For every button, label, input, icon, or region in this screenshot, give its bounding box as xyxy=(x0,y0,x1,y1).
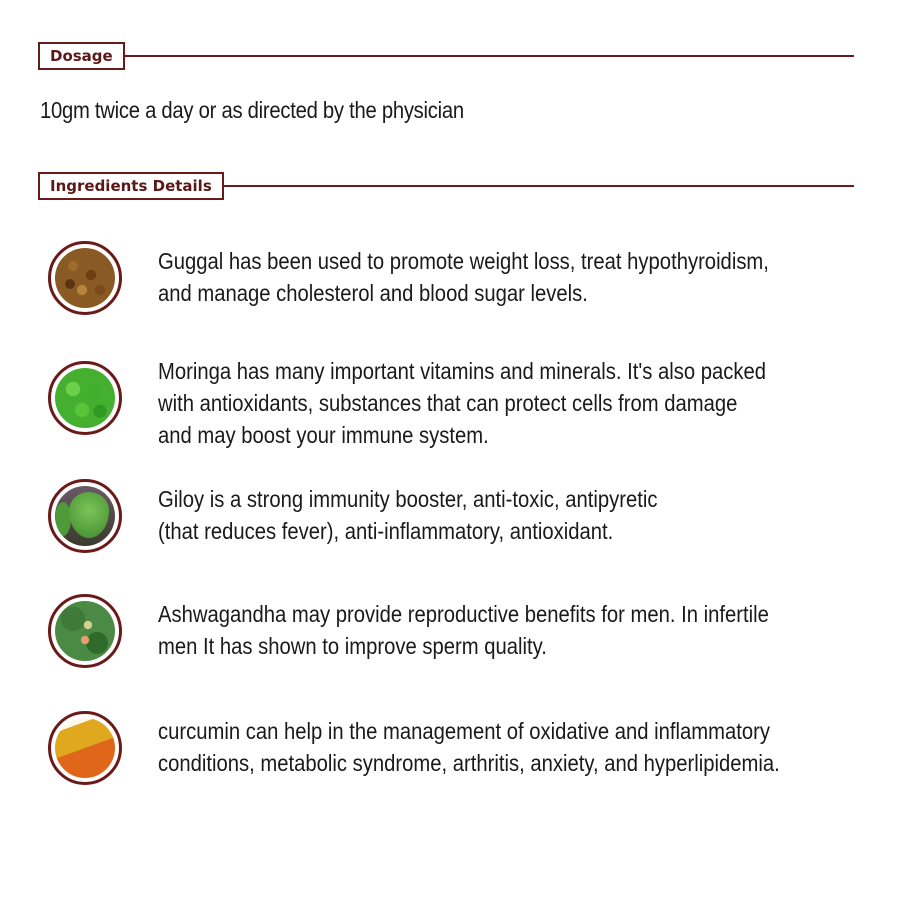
turmeric-icon xyxy=(48,711,122,785)
description-line: Guggal has been used to promote weight loss, treat hypothyroidism, xyxy=(158,248,769,274)
description-line: conditions, metabolic syndrome, arthritis, anxiety, and hyperlipidemia. xyxy=(158,750,780,776)
description-line: Giloy is a strong immunity booster, anti-toxic, antipyretic xyxy=(158,486,658,512)
description-line: curcumin can help in the management of oxidative and inflammatory xyxy=(158,718,771,744)
description-line: men It has shown to improve sperm quality. xyxy=(158,633,547,659)
ingredient-description xyxy=(158,245,769,309)
ingredient-description xyxy=(158,715,780,779)
ingredient-description xyxy=(158,355,766,451)
ingredient-description xyxy=(158,598,769,662)
giloy-leaf-icon xyxy=(48,479,122,553)
ingredients-section-header xyxy=(38,172,854,200)
moringa-leaves-icon xyxy=(48,361,122,435)
description-line: and may boost your immune system. xyxy=(158,422,489,448)
ashwagandha-plant-icon xyxy=(48,594,122,668)
description-line: with antioxidants, substances that can protect cells from damage xyxy=(158,390,738,416)
dosage-heading: Dosage xyxy=(38,42,125,70)
dosage-text: 10gm twice a day or as directed by the physician xyxy=(40,97,464,123)
ingredient-description xyxy=(158,483,657,547)
description-line: Ashwagandha may provide reproductive benefits for men. In infertile xyxy=(158,601,769,627)
description-line: and manage cholesterol and blood sugar levels. xyxy=(158,280,588,306)
guggal-resin-icon xyxy=(48,241,122,315)
description-line: (that reduces fever), anti-inflammatory, antioxidant. xyxy=(158,518,614,544)
header-divider-line xyxy=(38,55,854,57)
dosage-section-header xyxy=(38,42,854,70)
ingredients-heading: Ingredients Details xyxy=(38,172,224,200)
description-line: Moringa has many important vitamins and minerals. It's also packed xyxy=(158,358,766,384)
